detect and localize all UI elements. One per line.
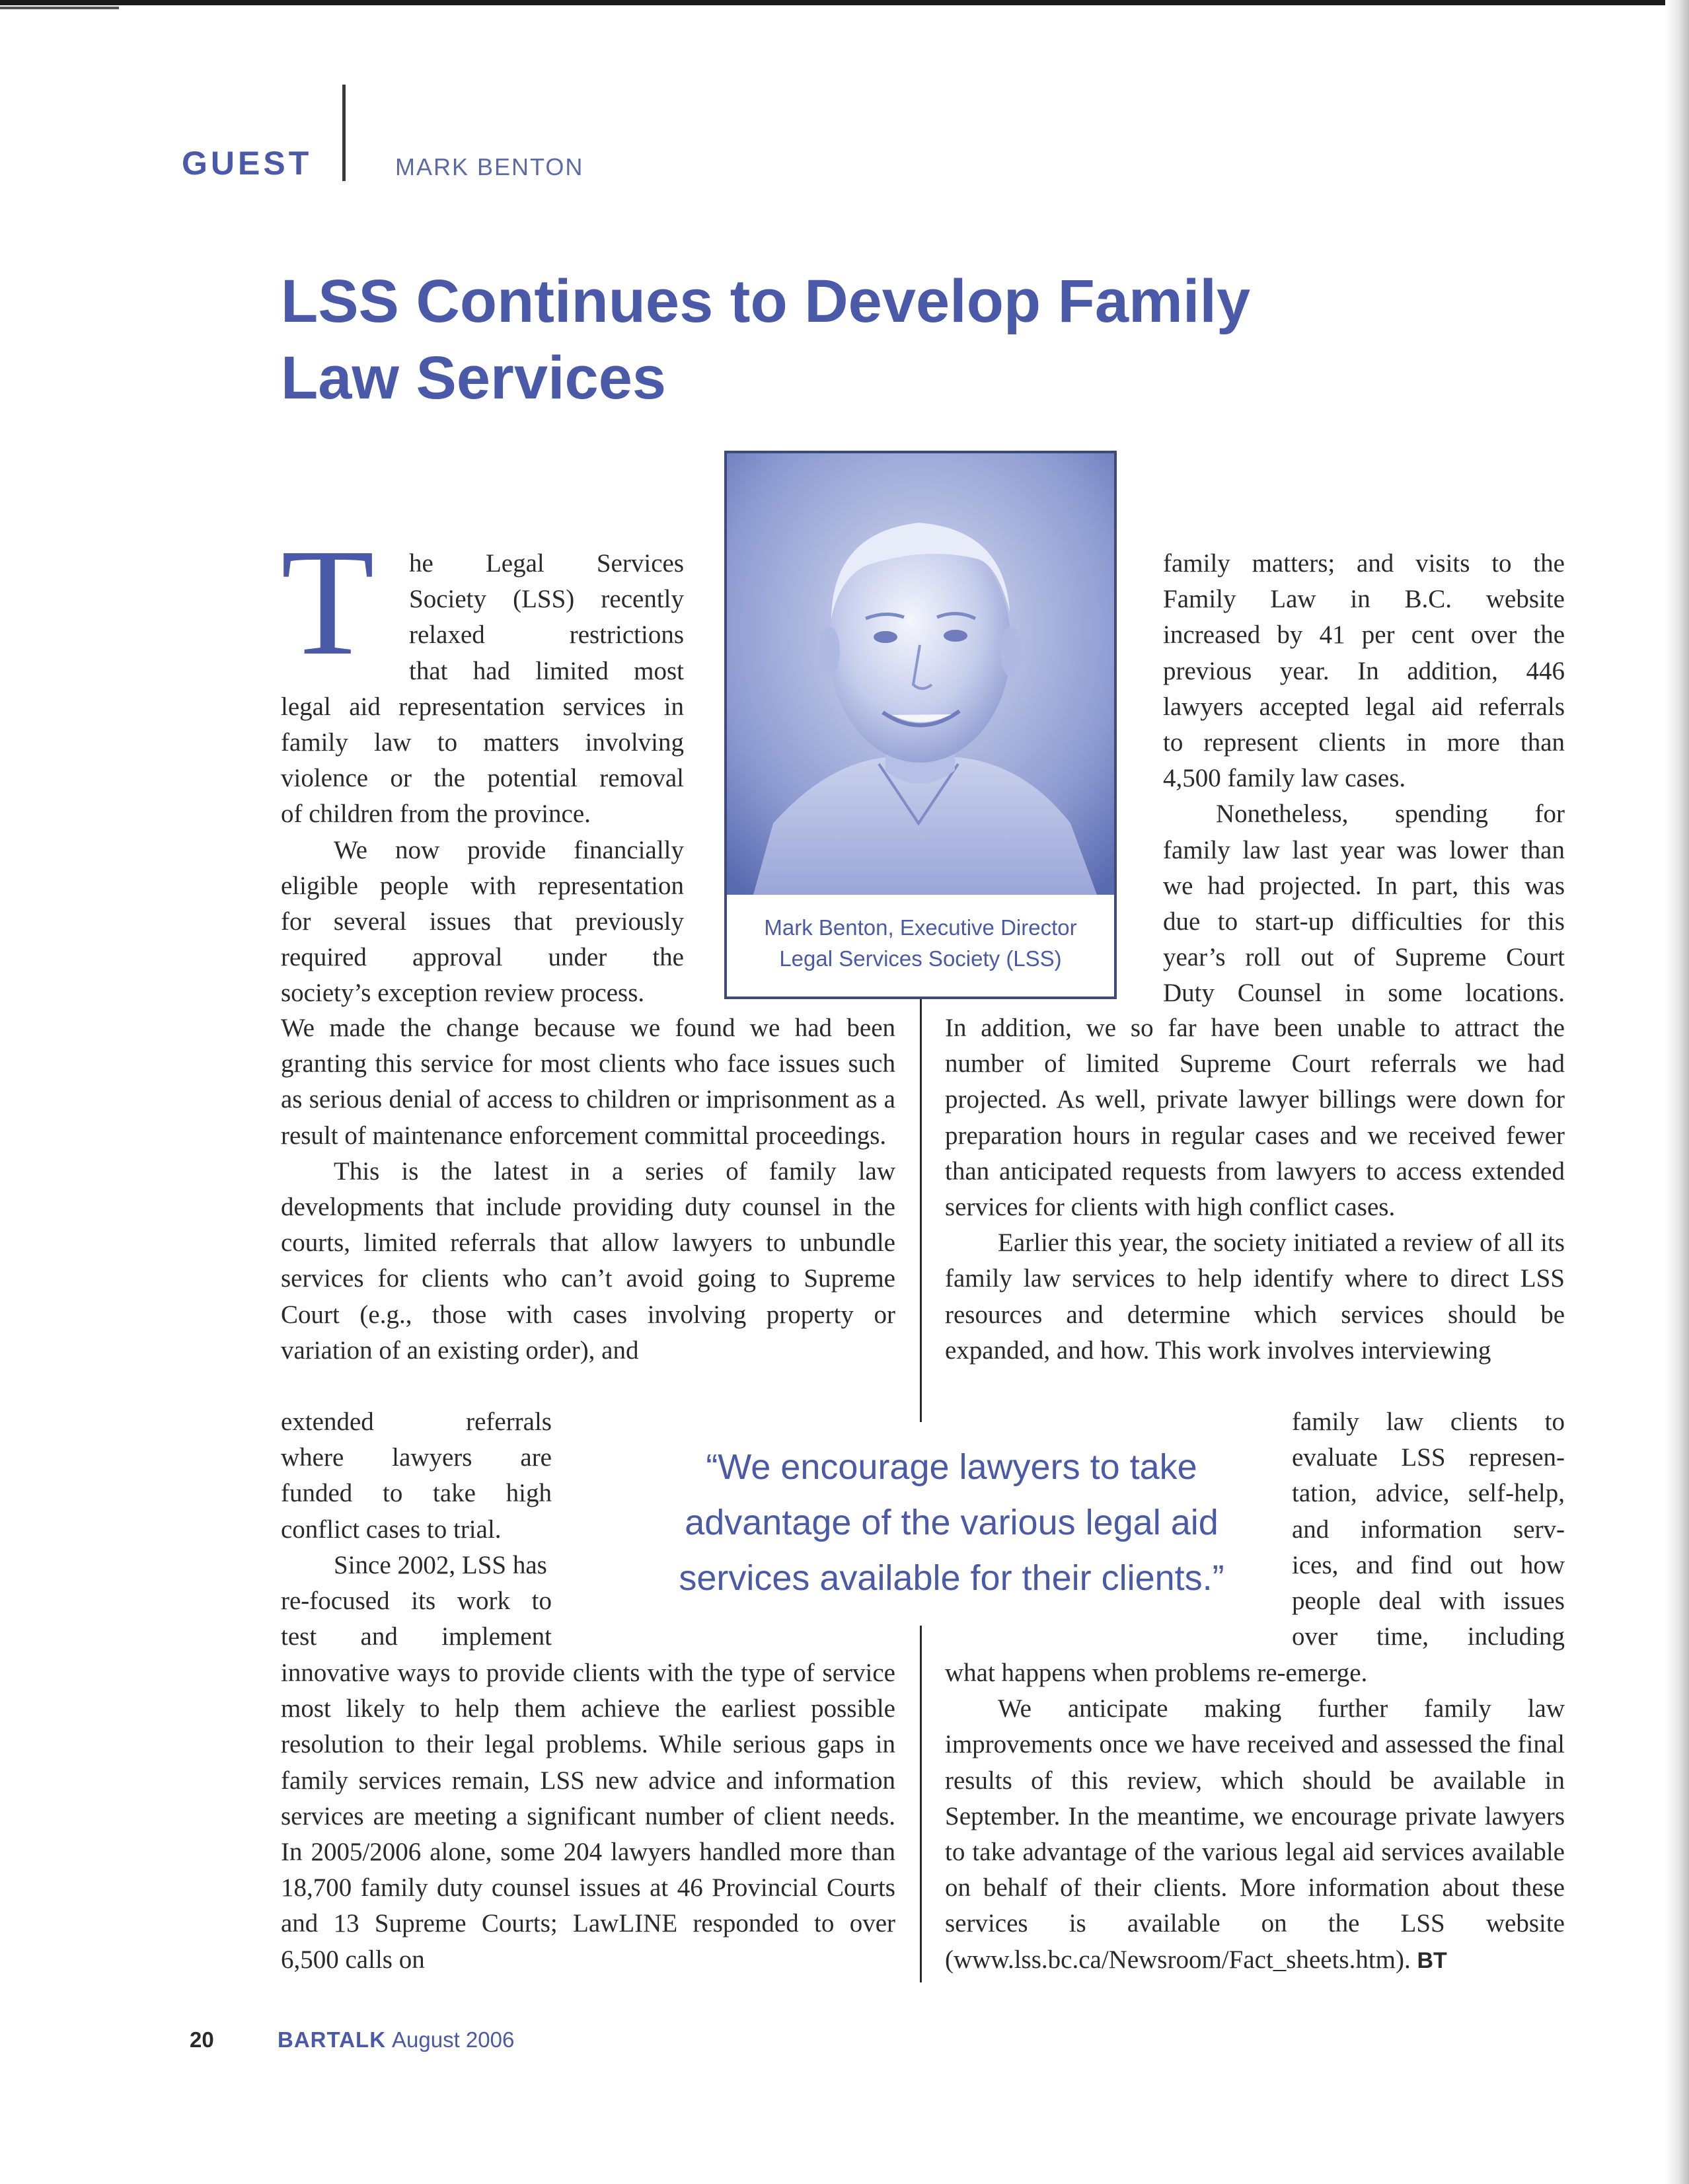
end-mark: BT [1417, 1947, 1447, 1973]
line: Society (LSS) recently [409, 585, 684, 614]
publication-name: BARTALK [278, 2027, 387, 2052]
line: eligible people with representation [281, 871, 684, 900]
line: where lawyers are [281, 1443, 552, 1472]
portrait-photo-image [727, 453, 1114, 895]
paragraph-reemerge: what happens when problems re-emerge. [945, 1659, 1368, 1687]
header-divider [342, 85, 346, 181]
author-byline: MARK BENTON [395, 153, 584, 180]
line: to represent clients in more than [1163, 728, 1565, 757]
line: family law to matters involving [281, 728, 684, 757]
paragraph-review: Earlier this year, the society initiated a review of all its family law services to help identify where to direct LSS resources and determine which services should be expanded, and how. This work involves interviewing [945, 1228, 1565, 1365]
column-2-bottom [945, 1655, 1565, 1978]
line: evaluate LSS represen- [1292, 1443, 1565, 1472]
line: year’s roll out of Supreme Court [1163, 943, 1565, 972]
column-2-mid [945, 1010, 1565, 1369]
page-edge-shadow [1665, 0, 1689, 2184]
line: conflict cases to trial. [281, 1515, 502, 1544]
section-label: GUEST [182, 145, 313, 182]
line: required approval under the [281, 943, 684, 972]
line: we had projected. In part, this was [1163, 871, 1565, 900]
line: 4,500 family law cases. [1163, 764, 1406, 793]
line: lawyers accepted legal aid referrals [1163, 692, 1565, 721]
column-2-top [1163, 546, 1565, 1012]
drop-cap: T [281, 517, 375, 687]
line: society’s exception review process. [281, 979, 645, 1008]
caption-line-2: Legal Services Society (LSS) [779, 946, 1062, 971]
column-divider [920, 1626, 922, 1982]
paragraph-anticipate [945, 1691, 1565, 1978]
line: Nonetheless, spending for [1216, 800, 1565, 829]
line: funded to take high [281, 1479, 552, 1508]
column-1-wrap [281, 1404, 552, 1655]
line: family law last year was lower than [1163, 835, 1565, 864]
line: ices, and find out how [1292, 1550, 1565, 1579]
paragraph-referrals: In addition, we so far have been unable to attract the number of limited Supreme Court referrals we had projected. As well, private lawyer billings were down for preparation hours in regular cases and we received fewer than anticipated requests from lawyers to access extended services for clients with high conflict cases. [945, 1014, 1565, 1222]
column-1-mid [281, 1010, 895, 1369]
line: Duty Counsel in some locations. [1163, 979, 1565, 1008]
headline [281, 263, 1371, 416]
line: of children from the province. [281, 800, 591, 829]
pull-quote [615, 1439, 1289, 1606]
pull-quote-line-3: services available for their clients.” [679, 1558, 1224, 1598]
line: Family Law in B.C. website [1163, 585, 1565, 614]
line: tation, advice, self-help, [1292, 1479, 1565, 1508]
line: due to start-up difficulties for this [1163, 907, 1565, 936]
top-rule [0, 0, 1689, 5]
line: he Legal Services [409, 549, 684, 578]
paragraph-series: This is the latest in a series of family law developments that include providing duty counsel in the courts, limited referrals that allow lawyers to unbundle services for clients who can’t avoid going to Supreme Court (e.g., those with cases involving property or variation of an existing order), and [281, 1156, 895, 1365]
line: test and implement [281, 1622, 552, 1651]
line: extended referrals [281, 1408, 552, 1436]
photo-caption [727, 912, 1114, 974]
paragraph-change: We made the change because we found we had been granting this service for most clients who face issues such as serious denial of access to children or imprisonment as a result of maintenance enforcement committal proceedings. [281, 1014, 895, 1150]
headline-line-2: Law Services [281, 344, 667, 412]
line: legal aid representation services in [281, 692, 684, 721]
line: for several issues that previously [281, 907, 684, 936]
pull-quote-line-1: “We encourage lawyers to take [706, 1447, 1197, 1487]
line: violence or the potential removal [281, 764, 684, 793]
pull-quote-line-2: advantage of the various legal aid [685, 1503, 1219, 1542]
paragraph-intro [281, 546, 684, 833]
issue-date: August 2006 [392, 2027, 515, 2052]
paragraph-innovative: innovative ways to provide clients with the type of service most likely to help them achieve the earliest possible resolution to their legal problems. While serious gaps in family services remain, LSS new advice and information services are meeting a significant number of client needs. In 2005/2006 alone, some 204 lawyers handled more than 18,700 family duty counsel issues at 46 Provincial Courts and 13 Supreme Courts; LawLINE responded to over 6,500 calls on [281, 1659, 895, 1974]
line: family law clients to [1292, 1408, 1565, 1436]
caption-line-1: Mark Benton, Executive Director [764, 915, 1077, 940]
page-number: 20 [190, 2027, 214, 2052]
line: previous year. In addition, 446 [1163, 656, 1565, 685]
portrait-photo [727, 453, 1114, 895]
line: people deal with issues [1292, 1587, 1565, 1616]
line: increased by 41 per cent over the [1163, 621, 1565, 650]
line: that had limited most [409, 656, 684, 685]
line: re-focused its work to [281, 1587, 552, 1616]
line: Since 2002, LSS has [334, 1550, 547, 1579]
column-1-bottom [281, 1655, 895, 1978]
top-rule-shadow [0, 7, 119, 9]
column-1-top [281, 546, 684, 1012]
column-divider [920, 999, 922, 1422]
paragraph-anticipate-text: We anticipate making further family law improvements once we have received and assessed the final results of this review, which should be available in September. In the meantime, we encourage private lawyers to take advantage of the various legal aid services available on behalf of their clients. More information about these services is available on the LSS website (www.lss.bc.ca/Newsroom/Fact_sheets.htm). [945, 1694, 1565, 1974]
line: We now provide financially [334, 835, 684, 864]
column-2-wrap [1292, 1404, 1565, 1655]
paragraph-representation [281, 833, 684, 1012]
line: family matters; and visits to the [1163, 549, 1565, 578]
line: relaxed restrictions [409, 621, 684, 650]
headline-line-1: LSS Continues to Develop Family [281, 268, 1251, 335]
line: over time, including [1292, 1622, 1565, 1651]
line: and information serv- [1292, 1515, 1565, 1544]
